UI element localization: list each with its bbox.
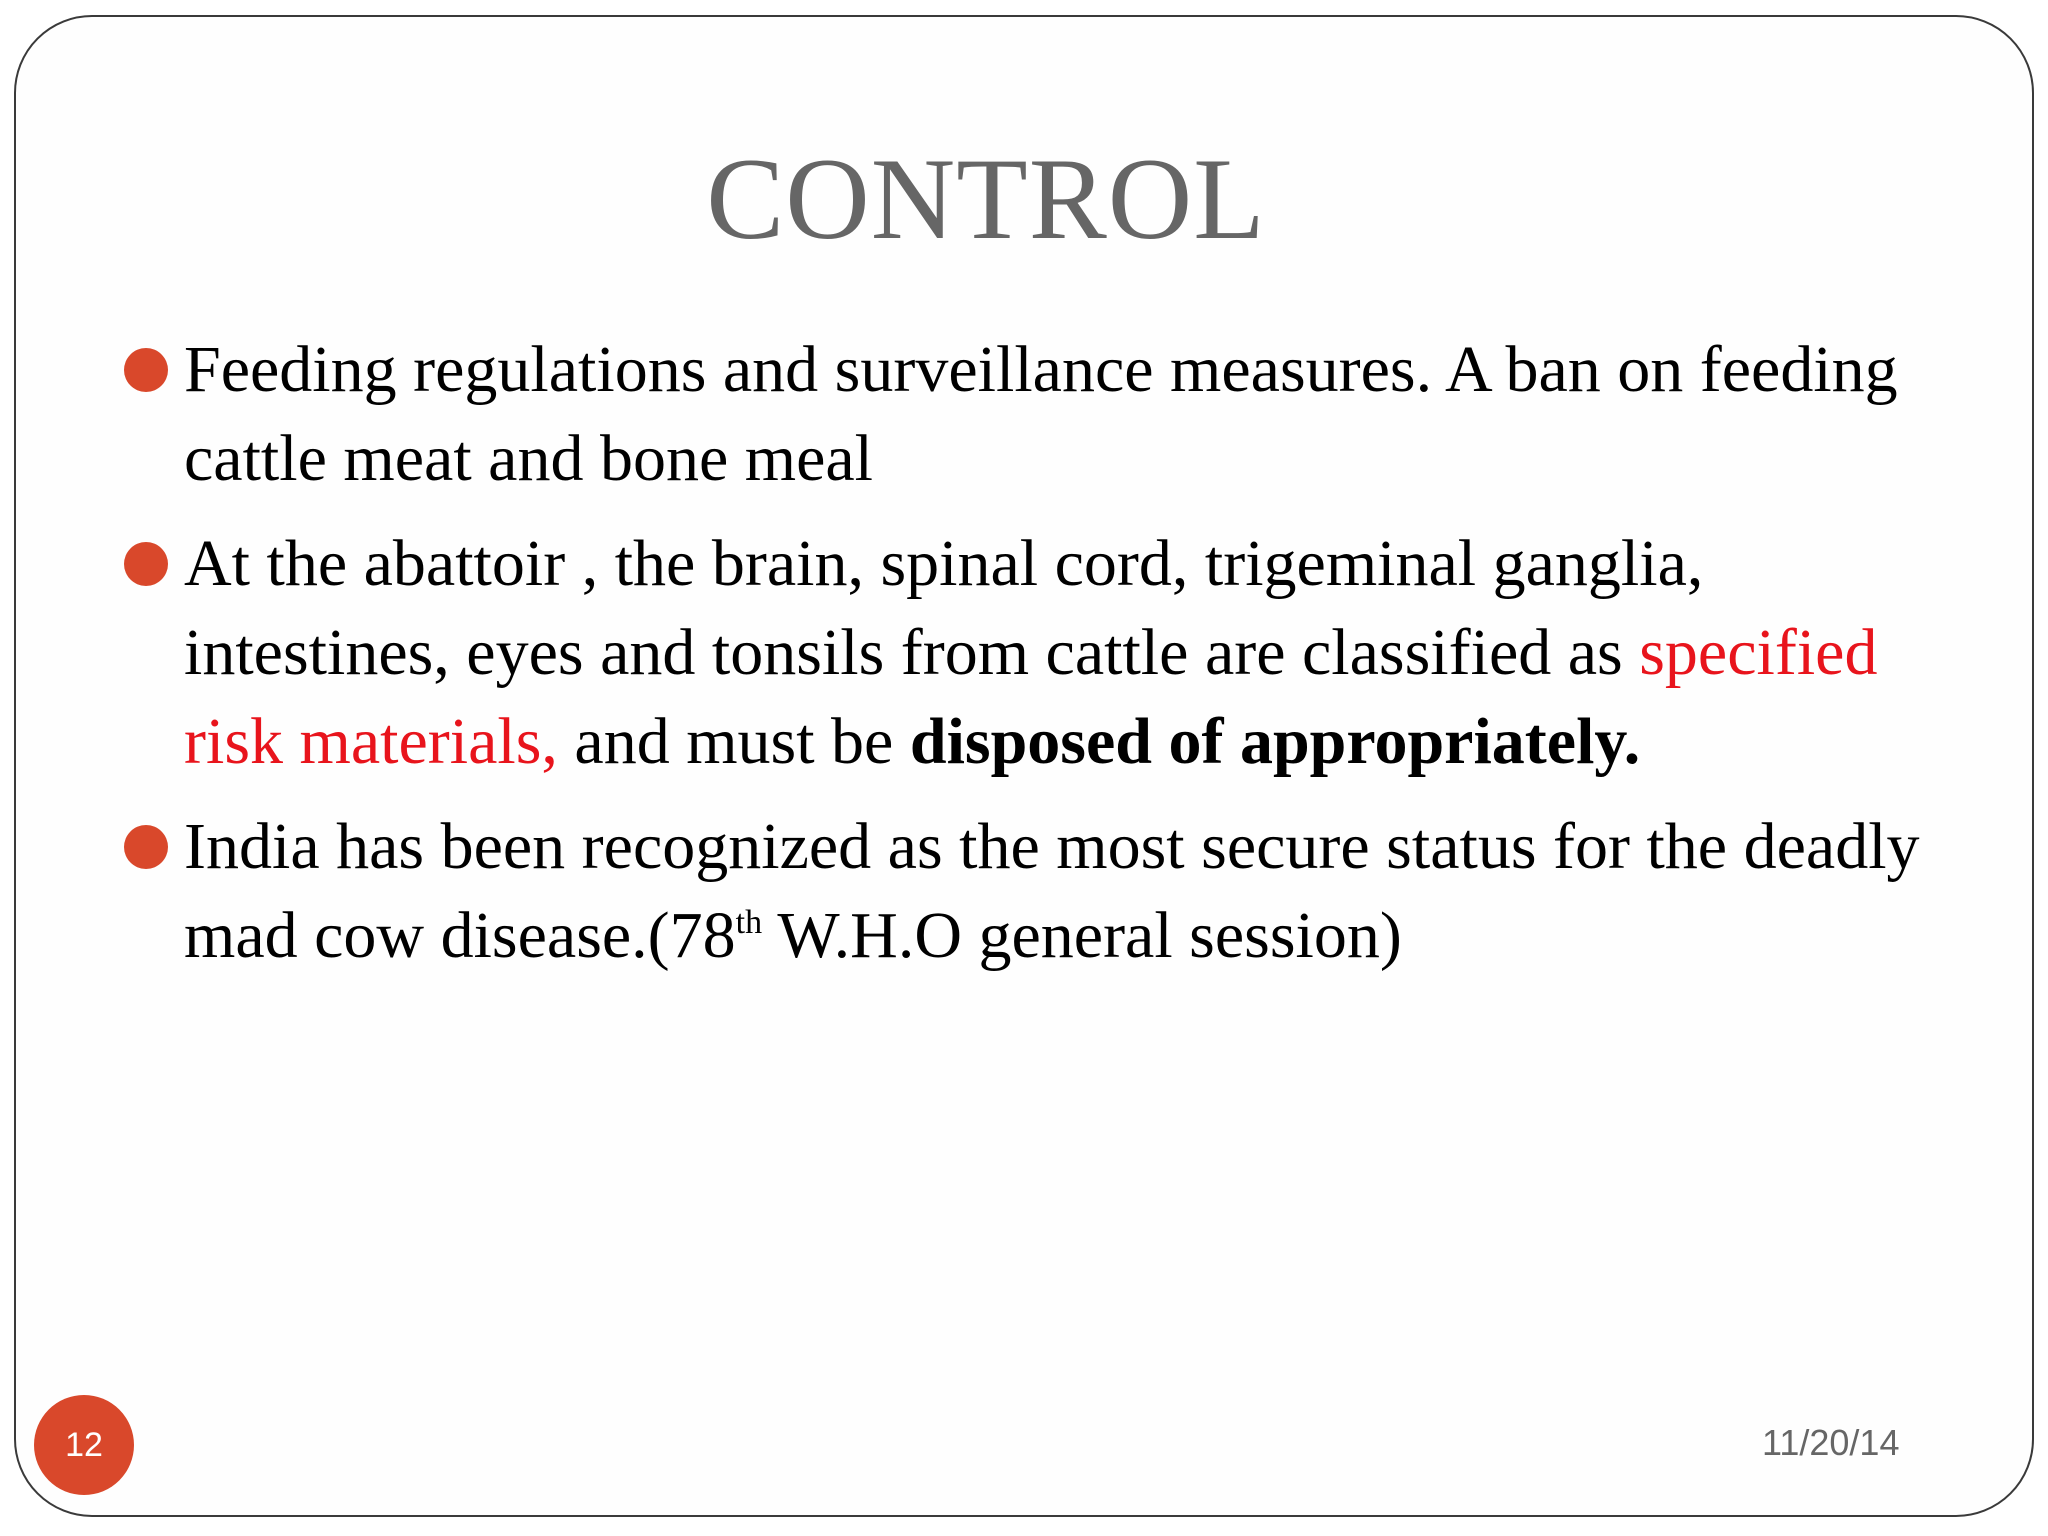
slide <box>14 15 2034 1517</box>
bullet-item-3 <box>184 802 1924 980</box>
emphasized-text: disposed of appropriately. <box>909 705 1641 778</box>
bullet-dot-icon <box>124 348 168 392</box>
bullet-item-2 <box>184 519 1924 786</box>
bullet-dot-icon <box>124 542 168 586</box>
bullet-text: Feeding regulations and surveillance measures. A ban on feeding cattle meat and bone meal <box>184 333 1898 495</box>
highlighted-term: specified risk materials, <box>184 616 1878 778</box>
bullet-text: India has been recognized as the most secure status for the deadly mad cow disease.(78 <box>184 810 1920 972</box>
bullet-list <box>184 325 1924 996</box>
bullet-item-1 <box>184 325 1924 503</box>
slide-date: 11/20/14 <box>1762 1422 1900 1463</box>
bullet-text-end: W.H.O general session) <box>762 899 1402 972</box>
ordinal-superscript: th <box>735 904 763 941</box>
page-number-badge: 12 <box>34 1395 134 1495</box>
bullet-text-middle: and must be <box>557 705 910 778</box>
slide-title: CONTROL <box>706 135 1266 264</box>
bullet-text: At the abattoir , the brain, spinal cord, trigeminal ganglia, intestines, eyes and tonsils from cattle are classified as <box>184 527 1704 689</box>
bullet-dot-icon <box>124 825 168 869</box>
